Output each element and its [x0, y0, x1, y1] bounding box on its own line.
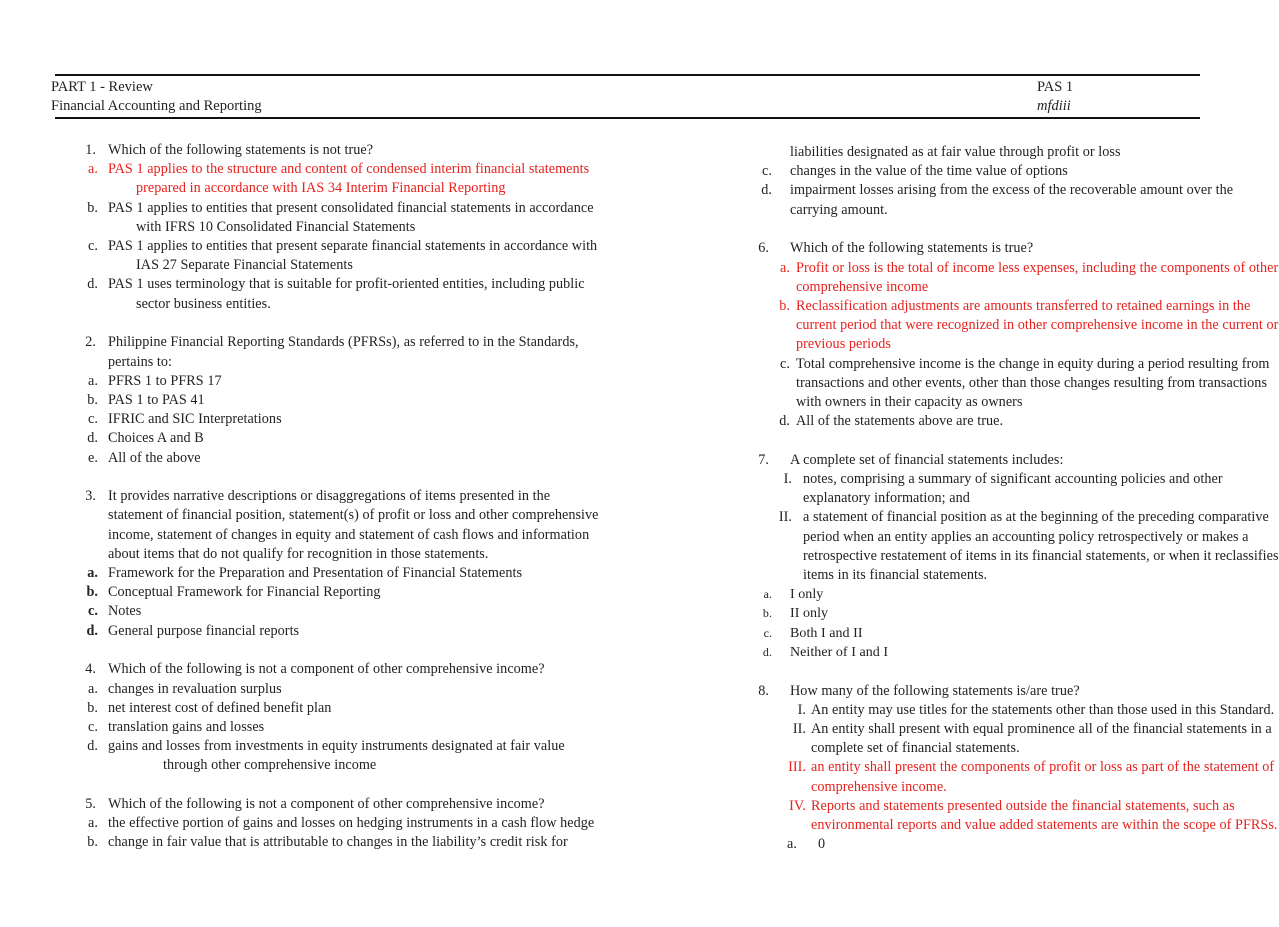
item-text: carrying amount. — [790, 201, 888, 218]
item-text: Conceptual Framework for Financial Reporting — [108, 584, 381, 601]
item-text: All of the statements above are true. — [796, 413, 1004, 430]
item-marker: b. — [87, 391, 98, 408]
header-standard-code: PAS 1 — [1037, 79, 1074, 95]
item-text: a statement of financial position as at the beginning of the preceding comparative — [803, 509, 1269, 526]
item-marker: c. — [763, 625, 772, 640]
item-text: with owners in their capacity as owners — [796, 393, 1023, 410]
item-text: translation gains and losses — [108, 718, 265, 735]
item-text: complete set of financial statements. — [811, 740, 1020, 757]
item-text: All of the above — [108, 449, 201, 466]
item-marker: II. — [778, 509, 792, 526]
item-marker: d. — [87, 430, 98, 447]
item-text: IAS 27 Separate Financial Statements — [136, 257, 353, 274]
item-text: statement of financial position, statement(s) of profit or loss and other comprehensive — [108, 507, 599, 524]
item-marker: 6. — [758, 240, 769, 257]
item-marker: b. — [762, 606, 772, 621]
item-marker: b. — [87, 199, 98, 216]
item-marker: b. — [87, 834, 98, 851]
item-marker: I. — [797, 701, 806, 718]
item-text: General purpose financial reports — [108, 622, 300, 639]
item-marker: c. — [88, 603, 98, 620]
item-marker: 3. — [85, 488, 96, 505]
item-text: items in its financial statements. — [803, 567, 988, 583]
item-text: I only — [790, 587, 824, 603]
item-text: transactions and other events, other than those changes resulting from transactions — [796, 374, 1268, 391]
item-text: Total comprehensive income is the change in equity during a period resulting from — [796, 355, 1270, 372]
header-subject-title: Financial Accounting and Reporting — [51, 98, 262, 114]
item-text: prepared in accordance with IAS 34 Interim Financial Reporting — [136, 180, 506, 197]
item-text: sector business entities. — [136, 295, 271, 312]
item-text: environmental reports and value added statements are within the scope of PFRSs. — [811, 816, 1278, 833]
item-text: PFRS 1 to PFRS 17 — [108, 372, 222, 389]
item-text: previous periods — [796, 336, 891, 353]
item-marker: a. — [87, 565, 98, 581]
item-marker: 1. — [85, 142, 96, 158]
item-text: change in fair value that is attributable to changes in the liability’s credit risk for — [108, 834, 568, 851]
item-text: Reclassification adjustments are amounts transferred to retained earnings in the — [796, 297, 1251, 314]
item-marker: d. — [86, 622, 98, 639]
item-marker: a. — [780, 259, 790, 276]
item-text: period when an entity applies an accounting policy retrospectively or makes a — [803, 528, 1249, 545]
item-text: notes, comprising a summary of significant accounting policies and other — [803, 471, 1223, 487]
item-text: current period that were recognized in other comprehensive income in the current or — [796, 317, 1279, 334]
item-marker: 7. — [758, 451, 769, 468]
item-text: An entity shall present with equal prominence all of the financial statements in a — [811, 720, 1272, 737]
item-text: retrospective restatement of items in its financial statements, or when it reclassifies — [803, 547, 1279, 564]
item-text: gains and losses from investments in equity instruments designated at fair value — [108, 738, 565, 755]
item-text: income, statement of changes in equity and statement of cash flows and information — [108, 526, 590, 543]
item-text: IFRIC and SIC Interpretations — [108, 411, 282, 428]
item-marker: c. — [88, 238, 98, 254]
item-text: An entity may use titles for the statements other than those used in this Standard. — [811, 701, 1275, 718]
item-text: Which of the following statements is true? — [790, 240, 1034, 257]
item-text: an entity shall present the components of profit or loss as part of the statement of — [811, 759, 1275, 776]
item-text: comprehensive income. — [811, 778, 947, 795]
item-text: Reports and statements presented outside the financial statements, such as — [811, 797, 1235, 814]
left-column — [60, 0, 760, 927]
item-text: Philippine Financial Reporting Standards (PFRSs), as referred to in the Standards, — [108, 334, 579, 351]
item-text: PAS 1 uses terminology that is suitable for profit-oriented entities, including public — [108, 276, 585, 293]
item-marker: a. — [763, 587, 772, 602]
item-text: Neither of I and I — [790, 644, 889, 660]
item-marker: e. — [88, 449, 98, 466]
item-marker: d. — [762, 644, 772, 659]
item-text: PAS 1 applies to the structure and content of condensed interim financial statements — [108, 161, 590, 178]
item-text: 0 — [818, 836, 826, 853]
item-marker: c. — [88, 411, 98, 428]
item-text: Profit or loss is the total of income less expenses, including the components of other — [796, 259, 1279, 276]
item-marker: a. — [88, 815, 98, 832]
item-marker: a. — [88, 680, 98, 697]
item-text: liabilities designated as at fair value through profit or loss — [790, 144, 1121, 160]
item-text: about items that do not qualify for recognition in those statements. — [108, 545, 489, 562]
item-text: Which of the following statements is not true? — [108, 142, 374, 158]
item-marker: a. — [787, 836, 797, 853]
item-marker: d. — [779, 413, 790, 430]
item-text: impairment losses arising from the excess of the recoverable amount over the — [790, 182, 1234, 199]
item-text: Both I and II — [790, 625, 863, 641]
item-marker: II. — [792, 720, 806, 737]
item-text: Which of the following is not a component of other comprehensive income? — [108, 796, 545, 812]
item-text: It provides narrative descriptions or disaggregations of items presented in the — [108, 488, 551, 505]
item-marker: c. — [88, 718, 98, 735]
item-marker: b. — [87, 699, 98, 716]
item-marker: IV. — [789, 797, 806, 814]
item-marker: 4. — [85, 661, 96, 678]
item-text: A complete set of financial statements includes: — [790, 451, 1064, 468]
item-text: comprehensive income — [796, 278, 929, 295]
item-marker: I. — [783, 471, 792, 487]
header-part-title: PART 1 - Review — [51, 79, 153, 95]
item-text: the effective portion of gains and losses on hedging instruments in a cash flow hedge — [108, 815, 595, 832]
item-text: PAS 1 applies to entities that present separate financial statements in accordance with — [108, 238, 598, 254]
item-marker: a. — [88, 372, 98, 389]
item-marker: b. — [86, 584, 98, 601]
item-text: through other comprehensive income — [163, 757, 377, 774]
item-text: How many of the following statements is/are true? — [790, 682, 1080, 699]
item-marker: 5. — [85, 796, 96, 812]
item-text: changes in revaluation surplus — [108, 680, 282, 697]
item-marker: d. — [87, 276, 98, 293]
item-text: Framework for the Preparation and Presentation of Financial Statements — [108, 565, 523, 581]
item-text: with IFRS 10 Consolidated Financial Statements — [136, 218, 416, 235]
item-text: net interest cost of defined benefit plan — [108, 699, 332, 716]
item-text: explanatory information; and — [803, 490, 970, 507]
item-marker: III. — [788, 759, 806, 776]
item-text: changes in the value of the time value of options — [790, 163, 1068, 180]
item-marker: d. — [87, 738, 98, 755]
item-marker: 2. — [85, 334, 96, 351]
item-marker: b. — [779, 297, 790, 314]
item-marker: a. — [88, 161, 98, 178]
item-marker: 8. — [758, 682, 769, 699]
item-text: PAS 1 to PAS 41 — [108, 391, 205, 408]
item-marker: d. — [761, 182, 772, 199]
item-text: pertains to: — [108, 353, 173, 370]
item-text: Choices A and B — [108, 430, 204, 447]
right-column — [740, 0, 1279, 927]
item-text: PAS 1 applies to entities that present consolidated financial statements in accordance — [108, 199, 594, 216]
item-text: II only — [790, 606, 829, 622]
item-text: Notes — [108, 603, 142, 620]
item-marker: c. — [762, 163, 772, 180]
item-text: Which of the following is not a component of other comprehensive income? — [108, 661, 545, 678]
item-marker: c. — [780, 355, 790, 372]
header-author-code: mfdiii — [1037, 98, 1071, 114]
